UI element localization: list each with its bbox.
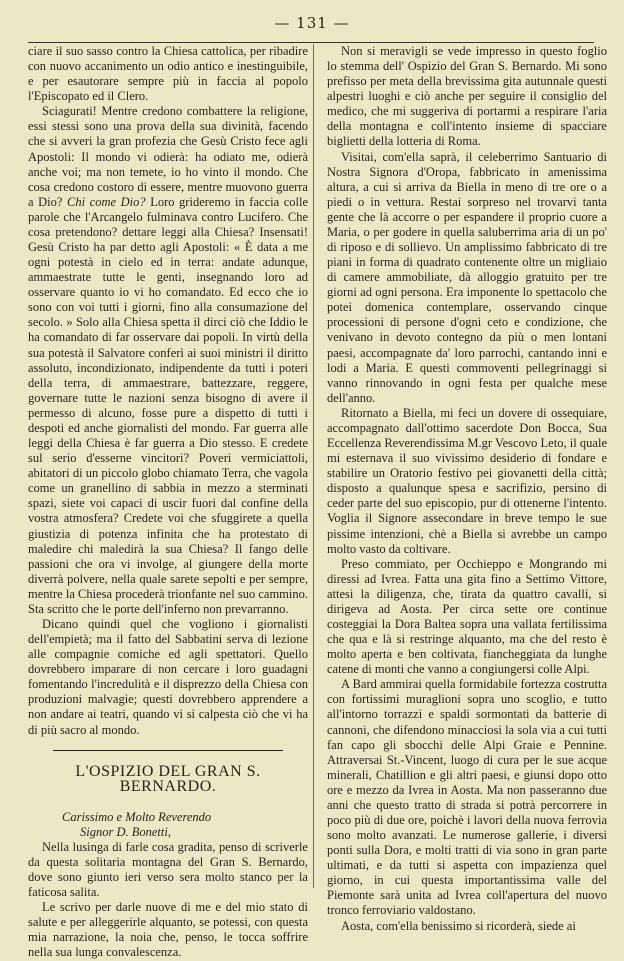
column-separator <box>313 44 314 888</box>
paragraph: A Bard ammirai quella formidabile fortezza costrutta con fortissimi muraglioni sopra uno scoglio, e tutto all'intorno torrazzi e spaldi sormontati da batterie di cannoni, che difendono minacciosi la sola via a cui tutti fan capo gli sbocchi delle Alpi Graie e Pennine. Attraversai St.-Vincent, luogo di cura per le sue acque minerali, Chatillion e gli altri paesi, e giunsi dopo otto ore e mezzo da Ivrea in Aosta. Ma non passeranno due anni che questo tratto di strada si potrà percorrere in poco più di due ore, poichè i lavori della nuova ferrovia sono molto avanzati. Le numerose gallerie, i diversi ponti sulla Dora, e molti tratti di via sono in gran parte ultimati, e da tutti si aspetta con impazienza quel giorno, in cui questa importantissima valle del Piemonte sarà unita ad Ivrea coll'apertura del nuovo tronco ferroviario valdostano. <box>327 677 607 918</box>
salutation: Carissimo e Molto Reverendo <box>62 809 212 824</box>
left-column <box>28 44 308 961</box>
paragraph: ciare il suo sasso contro la Chiesa cattolica, per ribadire con nuovo accanimento un odio antico e inestinguibile, e per esautorare sempre più in faccia al popolo l'Episcopato ed il Clero. <box>28 44 308 104</box>
paragraph: Dicano quindi quel che vogliono i giornalisti dell'empietà; ma il fatto del Sabbatini serva di lezione alle compagnie comiche ed agli spettatori. Quello dovrebbero imparare di non cercare i loro guadagni fomentando l'incredulità e il disprezzo della Chiesa con produzioni malvagie; questi dovrebbero apprendere a non andare ai teatri, quando vi si calpesta ciò che vi ha di più sacro al mondo. <box>28 616 308 737</box>
paragraph-text: Sciagurati! Mentre credono combattere la religione, essi stessi sono una prova della sua divinità, facendo che si avveri la gran profezia che Gesù Cristo fece agli Apostoli: Il mondo vi odierà: ha odiato me, odierà anche voi; ma non temete, io ho vinto il mondo. Che cosa credono costoro di essere, mentre muovono guerra a Dio? <box>28 104 308 209</box>
paragraph: Nella lusinga di farle cosa gradita, penso di scriverle da questa solitaria montagna del Gran S. Bernardo, dove sono giunto ieri verso sera molto stanco per la faticosa salita. <box>28 839 308 900</box>
paragraph: Le scrivo per darle nuove di me e del mio stato di salute e per alleggerirle alquanto, se potessi, con questa mia narrazione, la noia che, penso, le tocca soffrire nella sua lunga convalescenza. <box>28 900 308 960</box>
paragraph-text: Loro grideremo in faccia colle parole che l'Arcangelo fulminava contro Lucifero. Che cosa pretendono? dettare leggi alla Chiesa? Insensati! Gesù Cristo ha par detto agli Apostoli: « È data a me ogni potestà in cielo ed in terra: andate adunque, ammaestrate tutte le genti, insegnando loro ad osservare quanto io vi ho comandato. Ed ecco che io sono con voi tutti i giorni, fino alla consumazione del secolo. » Solo alla Chiesa spetta il dirci ciò che Iddio le ha comandato di far osservare dai popoli. In virtù della sua potestà il Salvatore conferì ai suoi ministri il diritto assoluto, incondizionato, indipendente da tutti i poteri della terra, di ammaestrare, battezzare, reggere, governare tutte le nazioni senza bisogno di avere il permesso di alcuno, fosse pure a dispetto di tutti i despoti ed anche giornalisti del mondo. Far guerra alle leggi della Chiesa è far guerra a Dio stesso. E credete sul serio d'esserne vincitori? Poveri vermiciattoli, abitatori di un piccolo globo chiamato Terra, che vagola come un granellino di sabbia in mezzo a sterminati spazi, siete voi capaci di uscir fuori dal confine della vostra atmosfera? Credete voi che sfuggirete a quella giustizia di potenza infinita che ha protestato di maledire chi maledirà la sua Chiesa? Il fango delle passioni che ora vi involge, al giungere della morte diverrà polvere, nella quale sarete sepolti e per sempre, mentre la Chiesa procederà trionfante nel suo cammino. Sta scritto che le porte dell'inferno non prevarranno. <box>28 194 309 616</box>
italic-phrase: Chi come Dio? <box>67 194 146 209</box>
page-number: — 131 — <box>274 14 350 32</box>
paragraph: Aosta, com'ella benissimo si ricorderà, siede ai <box>341 918 576 933</box>
paragraph: Visitai, com'ella saprà, il celeberrimo Santuario di Nostra Signora d'Oropa, fabbricato in amenissima altura, a cui si arriva da Biella in meno di tre ore o a piedi o in vettura. Restai sorpreso nel trovarvi tanta gente che là accorre o per espandere il proprio cuore a Maria, o per godere in quella saluberrima aria di un po' di riposo e di sollievo. Un amplissimo fabbricato di tre piani in forma di quadrato contenente oltre un migliaio di camere ammobiliate, dà alloggio gratuito per tre giorni ad ogni persona. Era imponente lo spettacolo che potei domenica contemplare, osservando cinque processioni di persone d'ogni ceto e condizione, che venivano in devoto contegno da più o men lontani paesi, accompagnate da' loro parrochi, cantando inni e lodi a Maria. E questi commoventi pellegrinaggi si vanno rinnovando in ogni festa per qualche mese dell'anno. <box>327 149 607 405</box>
right-column <box>327 44 607 934</box>
article-title: L'OSPIZIO DEL GRAN S. BERNARDO. <box>75 762 261 795</box>
header-rule <box>28 42 594 43</box>
paragraph: Ritornato a Biella, mi feci un dovere di ossequiare, accompagnato dall'ottimo sacerdote Don Bocca, Sua Eccellenza Reverendissima M.gr Vescovo Leto, il quale mi esternava il suo vivissimo desiderio di fondare e stabilire un Oratorio festivo pei giovanetti della città; disposto a qualunque spesa e sacrifizio, persino di ceder parte del suo episcopio, pur di ottenerne l'intento. Voglia il Signore assecondare in breve tempo le sue pissime intenzioni, chè a Biella si avrebbe un campo molto vasto da coltivare. <box>327 405 607 556</box>
addressee: Signor D. Bonetti, <box>80 824 171 839</box>
paragraph: Preso commiato, per Occhieppo e Mongrando mi diressi ad Ivrea. Fatta una gita fino a Settimo Vittore, attesi la diligenza, che, tirata da quattro cavalli, si dirigeva ad Aosta. Per circa sette ore continue costeggiai la Dora Baltea sopra una vallata fertilissima che qua e là si restringe alquanto, ma che del resto è molto aperta e ben coltivata, fiancheggiata da lunghe catene di monti che vanno a congiungersi colle Alpi. <box>327 556 607 677</box>
paragraph <box>28 104 308 617</box>
paragraph: Non si meravigli se vede impresso in questo foglio lo stemma dell' Ospizio del Gran S. Bernardo. Mi sono prefisso per meta della brevissima gita autunnale questi alpestri luoghi e ciò anche per seguire il consiglio del medico, che mi suggeriva di portarmi a respirare l'aria della montagna e coll'intento insieme di spacciare biglietti della lotteria di Roma. <box>327 44 607 149</box>
section-divider <box>53 750 283 751</box>
